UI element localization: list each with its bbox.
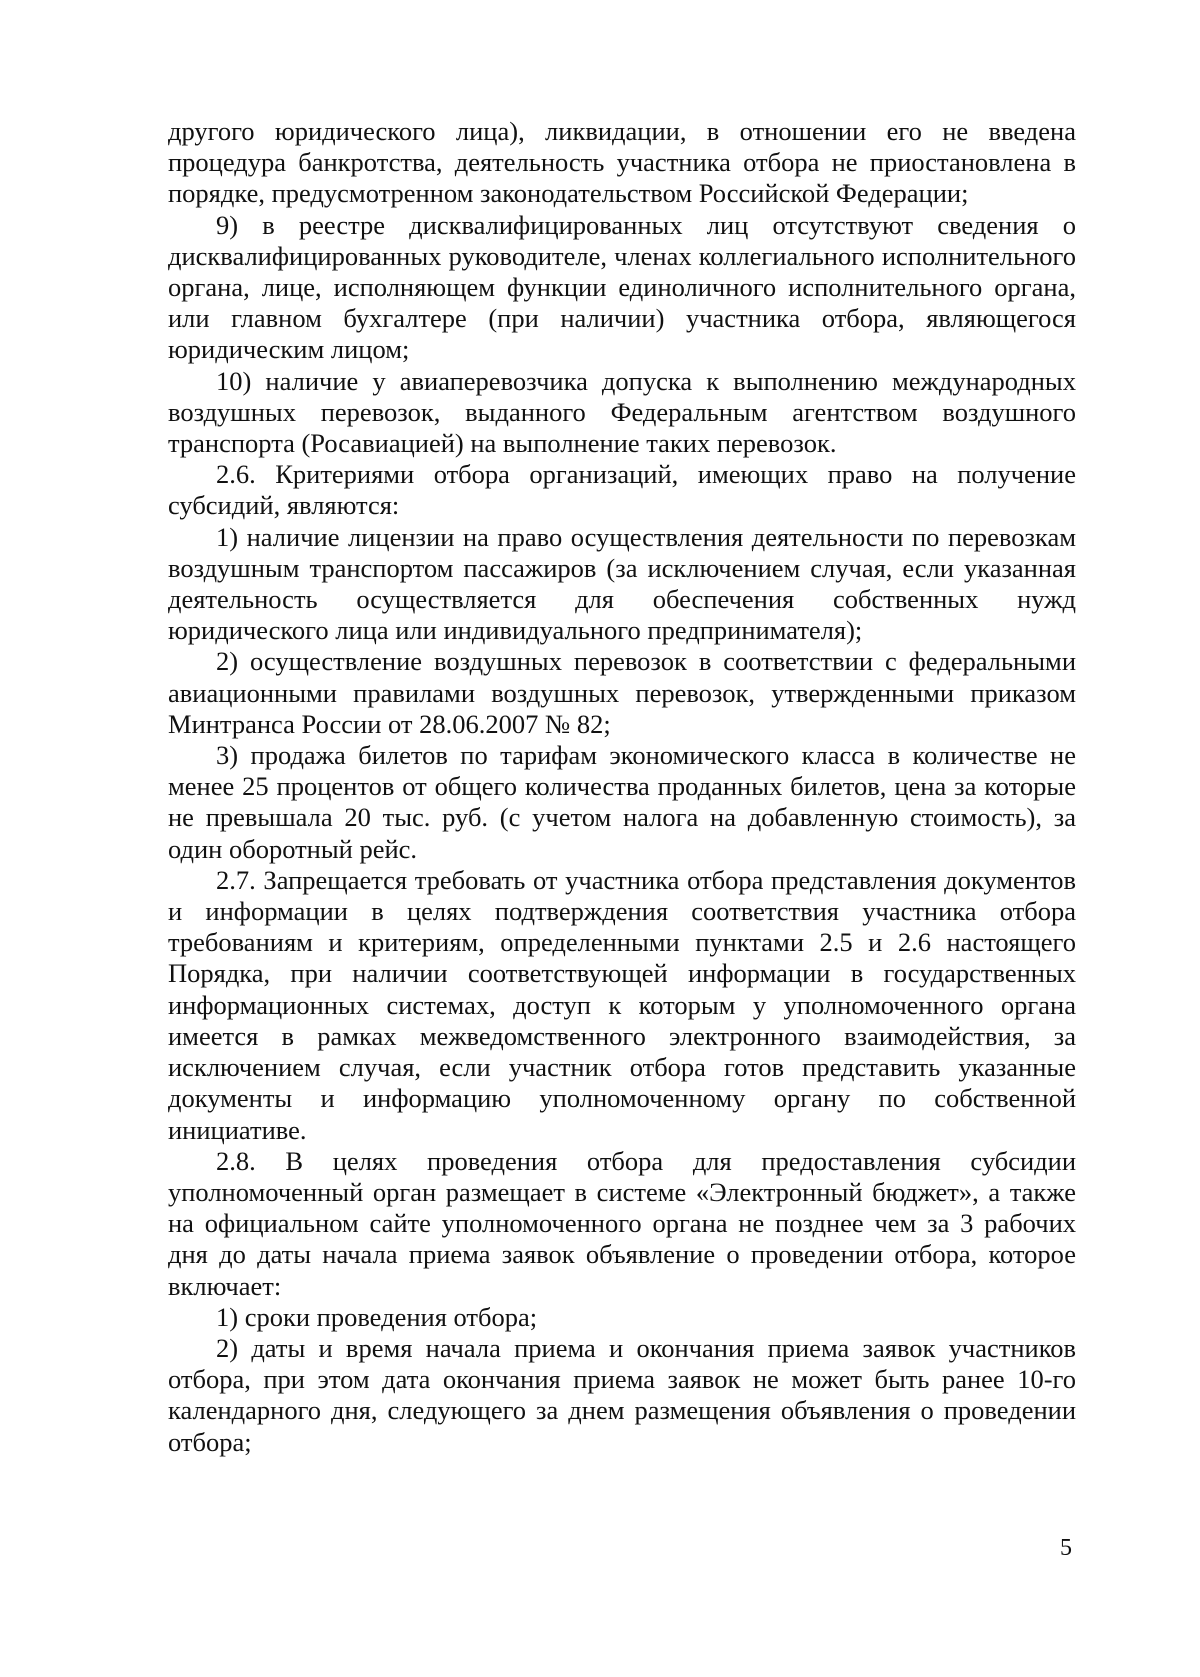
paragraph-section-2-6: 2.6. Критериями отбора организаций, имеющих право на получение субсидий, являются: [168,459,1076,521]
paragraph-item-10: 10) наличие у авиаперевозчика допуска к выполнению международных воздушных перевозок, выданного Федеральным агентством воздушного транспорта (Росавиацией) на выполнение таких перевозок. [168,365,1076,459]
paragraph-criterion-3: 3) продажа билетов по тарифам экономического класса в количестве не менее 25 процентов от общего количества проданных билетов, цена за которые не превышала 20 тыс. руб. (с учетом налога на добавленную стоимость), за один оборотный рейс. [168,740,1076,864]
paragraph-section-2-8: 2.8. В целях проведения отбора для предоставления субсидии уполномоченный орган размещает в системе «Электронный бюджет», а также на официальном сайте уполномоченного органа не позднее чем за 3 рабочих дня до даты начала приема заявок объявление о проведении отбора, которое включает: [168,1145,1076,1301]
page-number: 5 [1060,1535,1072,1561]
paragraph-criterion-1: 1) наличие лицензии на право осуществления деятельности по перевозкам воздушным транспортом пассажиров (за исключением случая, если указанная деятельность осуществляется для обеспечения собственных нужд юридического лица или индивидуального предпринимателя); [168,521,1076,646]
paragraph-continuation: другого юридического лица), ликвидации, в отношении его не введена процедура банкротства, деятельность участника отбора не приостановлена в порядке, предусмотренном законодательством Российской Федерации; [168,116,1076,209]
paragraph-announcement-item-2: 2) даты и время начала приема и окончания приема заявок участников отбора, при этом дата окончания приема заявок не может быть ранее 10-го календарного дня, следующего за днем размещения объявления о проведении отбора; [168,1332,1076,1457]
paragraph-announcement-item-1: 1) сроки проведения отбора; [216,1301,538,1332]
paragraph-criterion-2: 2) осуществление воздушных перевозок в соответствии с федеральными авиационными правилами воздушных перевозок, утвержденными приказом Минтранса России от 28.06.2007 № 82; [168,646,1076,739]
paragraph-item-9: 9) в реестре дисквалифицированных лиц отсутствуют сведения о дисквалифицированных руководителе, членах коллегиального исполнительного органа, лице, исполняющем функции единоличного исполнительного органа, или главном бухгалтере (при наличии) участника отбора, являющегося юридическим лицом; [168,209,1076,365]
paragraph-section-2-7: 2.7. Запрещается требовать от участника отбора представления документов и информации в целях подтверждения соответствия участника отбора требованиям и критериям, определенными пунктами 2.5 и 2.6 настоящего Порядка, при наличии соответствующей информации в государственных информационных системах, доступ к которым у уполномоченного органа имеется в рамках межведомственного электронного взаимодействия, за исключением случая, если участник отбора готов представить указанные документы и информацию уполномоченному органу по собственной инициативе. [168,864,1076,1145]
document-body [168,116,1076,1458]
